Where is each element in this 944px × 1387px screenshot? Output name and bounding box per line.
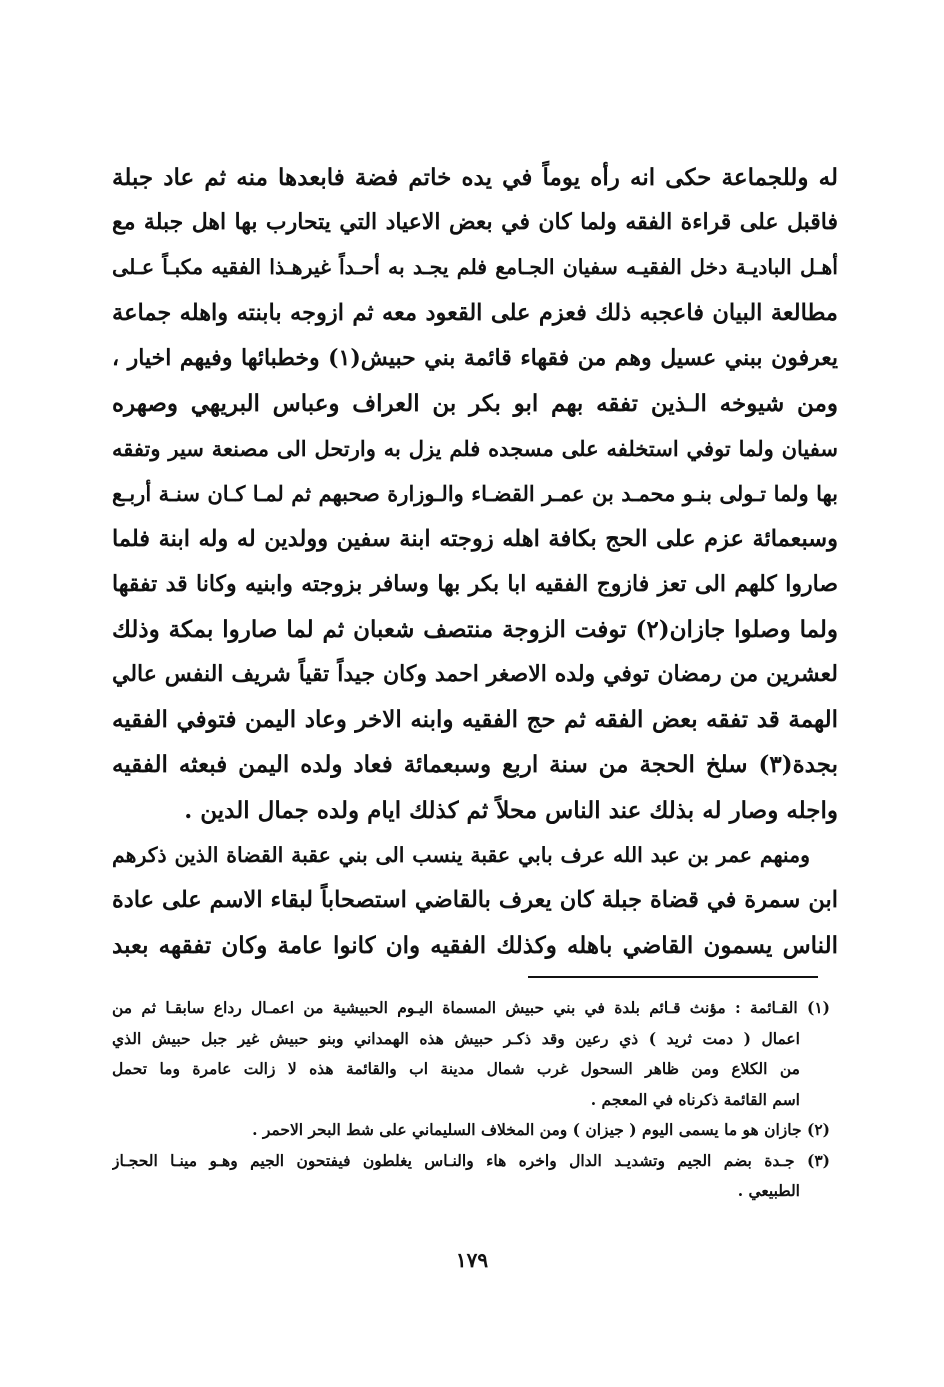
footnote-3-line: الطبيعي . [737,1181,800,1200]
footnote-1-line: من الكلاع ومن ظاهر السحول غرب شمال مدينة اب والقائمة هذه لا زالت عامرة وما تحمل [112,1059,800,1078]
text-line: لعشرين من رمضان توفي ولده الاصغر احمد وكان جيداً تقياً شريف النفس عالي [112,661,838,688]
footnote-1-line: اسم القائمة ذكرناه في المعجم . [590,1089,800,1109]
text-line: فاقبل على قراءة الفقه ولما كان في بعض الاعياد التي يتحارب بها اهل جبلة مع [112,209,838,236]
text-line: مطالعة البيان فاعجبه ذلك فعزم على القعود معه ثم ازوجه بابنته واهله جماعة [112,299,838,326]
text-line: الناس يسمون القاضي باهله وكذلك الفقيه وان كانوا عامة وكان تفقهه بعبد [112,932,838,960]
page-number: ١٧٩ [455,1248,489,1272]
text-line: صاروا كلهم الى تعز فازوج الفقيه ابا بكر بها وسافر بزوجته وابنيه وكانا قد تفقها [112,570,838,597]
text-line: يعرفون ببني عسيل وهم من فقهاء قائمة بني حبيش(١) وخطبائها وفيهم اخيار ، [112,344,838,371]
main-text [112,155,838,968]
text-line: الهمة قد تفقه بعض الفقه ثم حج الفقيه وابنه الاخر وعاد اليمن فتوفي الفقيه [112,706,838,734]
footnote-2-line: (٢) جازان هو ما يسمى اليوم ( جيزان ) ومن المخلاف السليماني على شط البحر الاحمر . [252,1120,830,1139]
footnote-1-line: اعمال ( دمت ثريد ) ذي رعين وقد ذكـر حبيش هذه الهمداني وبنو حبيش غير جبل حبيش الذي [112,1028,800,1048]
text-line: سفيان ولما توفي استخلفه على مسجده فلم يزل به وارتحل الى مصنعة سير وتفقه [112,436,838,462]
footnote-3-line: (٣) جـدة بضم الجيم وتشديـد الدال واخره هاء والنـاس يغلطون فيفتحون الجيم وهـو مينـا الحجـاز [112,1150,830,1170]
text-line: واجله وصار له بذلك عند الناس محلاً ثم كذلك ايام ولده جمال الدين . [184,796,838,824]
text-line: بجدة(٣) سلخ الحجة من سنة اربع وسبعمائة فعاد ولده اليمن فبعثه الفقيه [112,751,838,779]
footnote-divider [528,976,818,978]
text-line: بها ولما تـولى بنـو محمـد بن عمـر القضـاء والـوزارة صحبهم ثم لمـا كـان سنـة أربـع [112,481,838,507]
text-line: وسبعمائة عزم على الحج بكافة اهله زوجته ابنة سفين وولدين له وله ابنة فلما [112,525,838,552]
paragraph-start-line: ومنهم عمر بن عبد الله عرف بابي عقبة ينسب الى بني عقبة القضاة الذين ذكرهم [112,842,810,867]
text-line: ولما وصلوا جازان(٢) توفت الزوجة منتصف شعبان ثم لما صاروا بمكة وذلك [112,615,838,643]
footnotes [112,993,830,1207]
text-line: ومن شيوخه الـذين تفقه بهم ابو بكر بن العراف وعباس البريهي وصهره [112,389,838,417]
text-line: له وللجماعة حكى انه رأه يوماً في يده خاتم فضة فابعدها منه ثم عاد جبلة [112,164,838,191]
text-line: ابن سمرة في قضاة جبلة كان يعرف بالقاضي استصحاباً لبقاء الاسم على عادة [112,887,838,913]
text-line: أهـل الباديـة دخل الفقيـه سفيان الجـامع فلم يجـد به أحـداً غيرهـذا الفقيه مكبـاً عـلى [112,255,838,280]
footnote-1-line: (١) القـائمة : مؤنث قـائم بلدة في بني حبيش المسماة اليـوم الحبيشية من اعمـال رداع سابقـا ثم من [112,998,830,1017]
